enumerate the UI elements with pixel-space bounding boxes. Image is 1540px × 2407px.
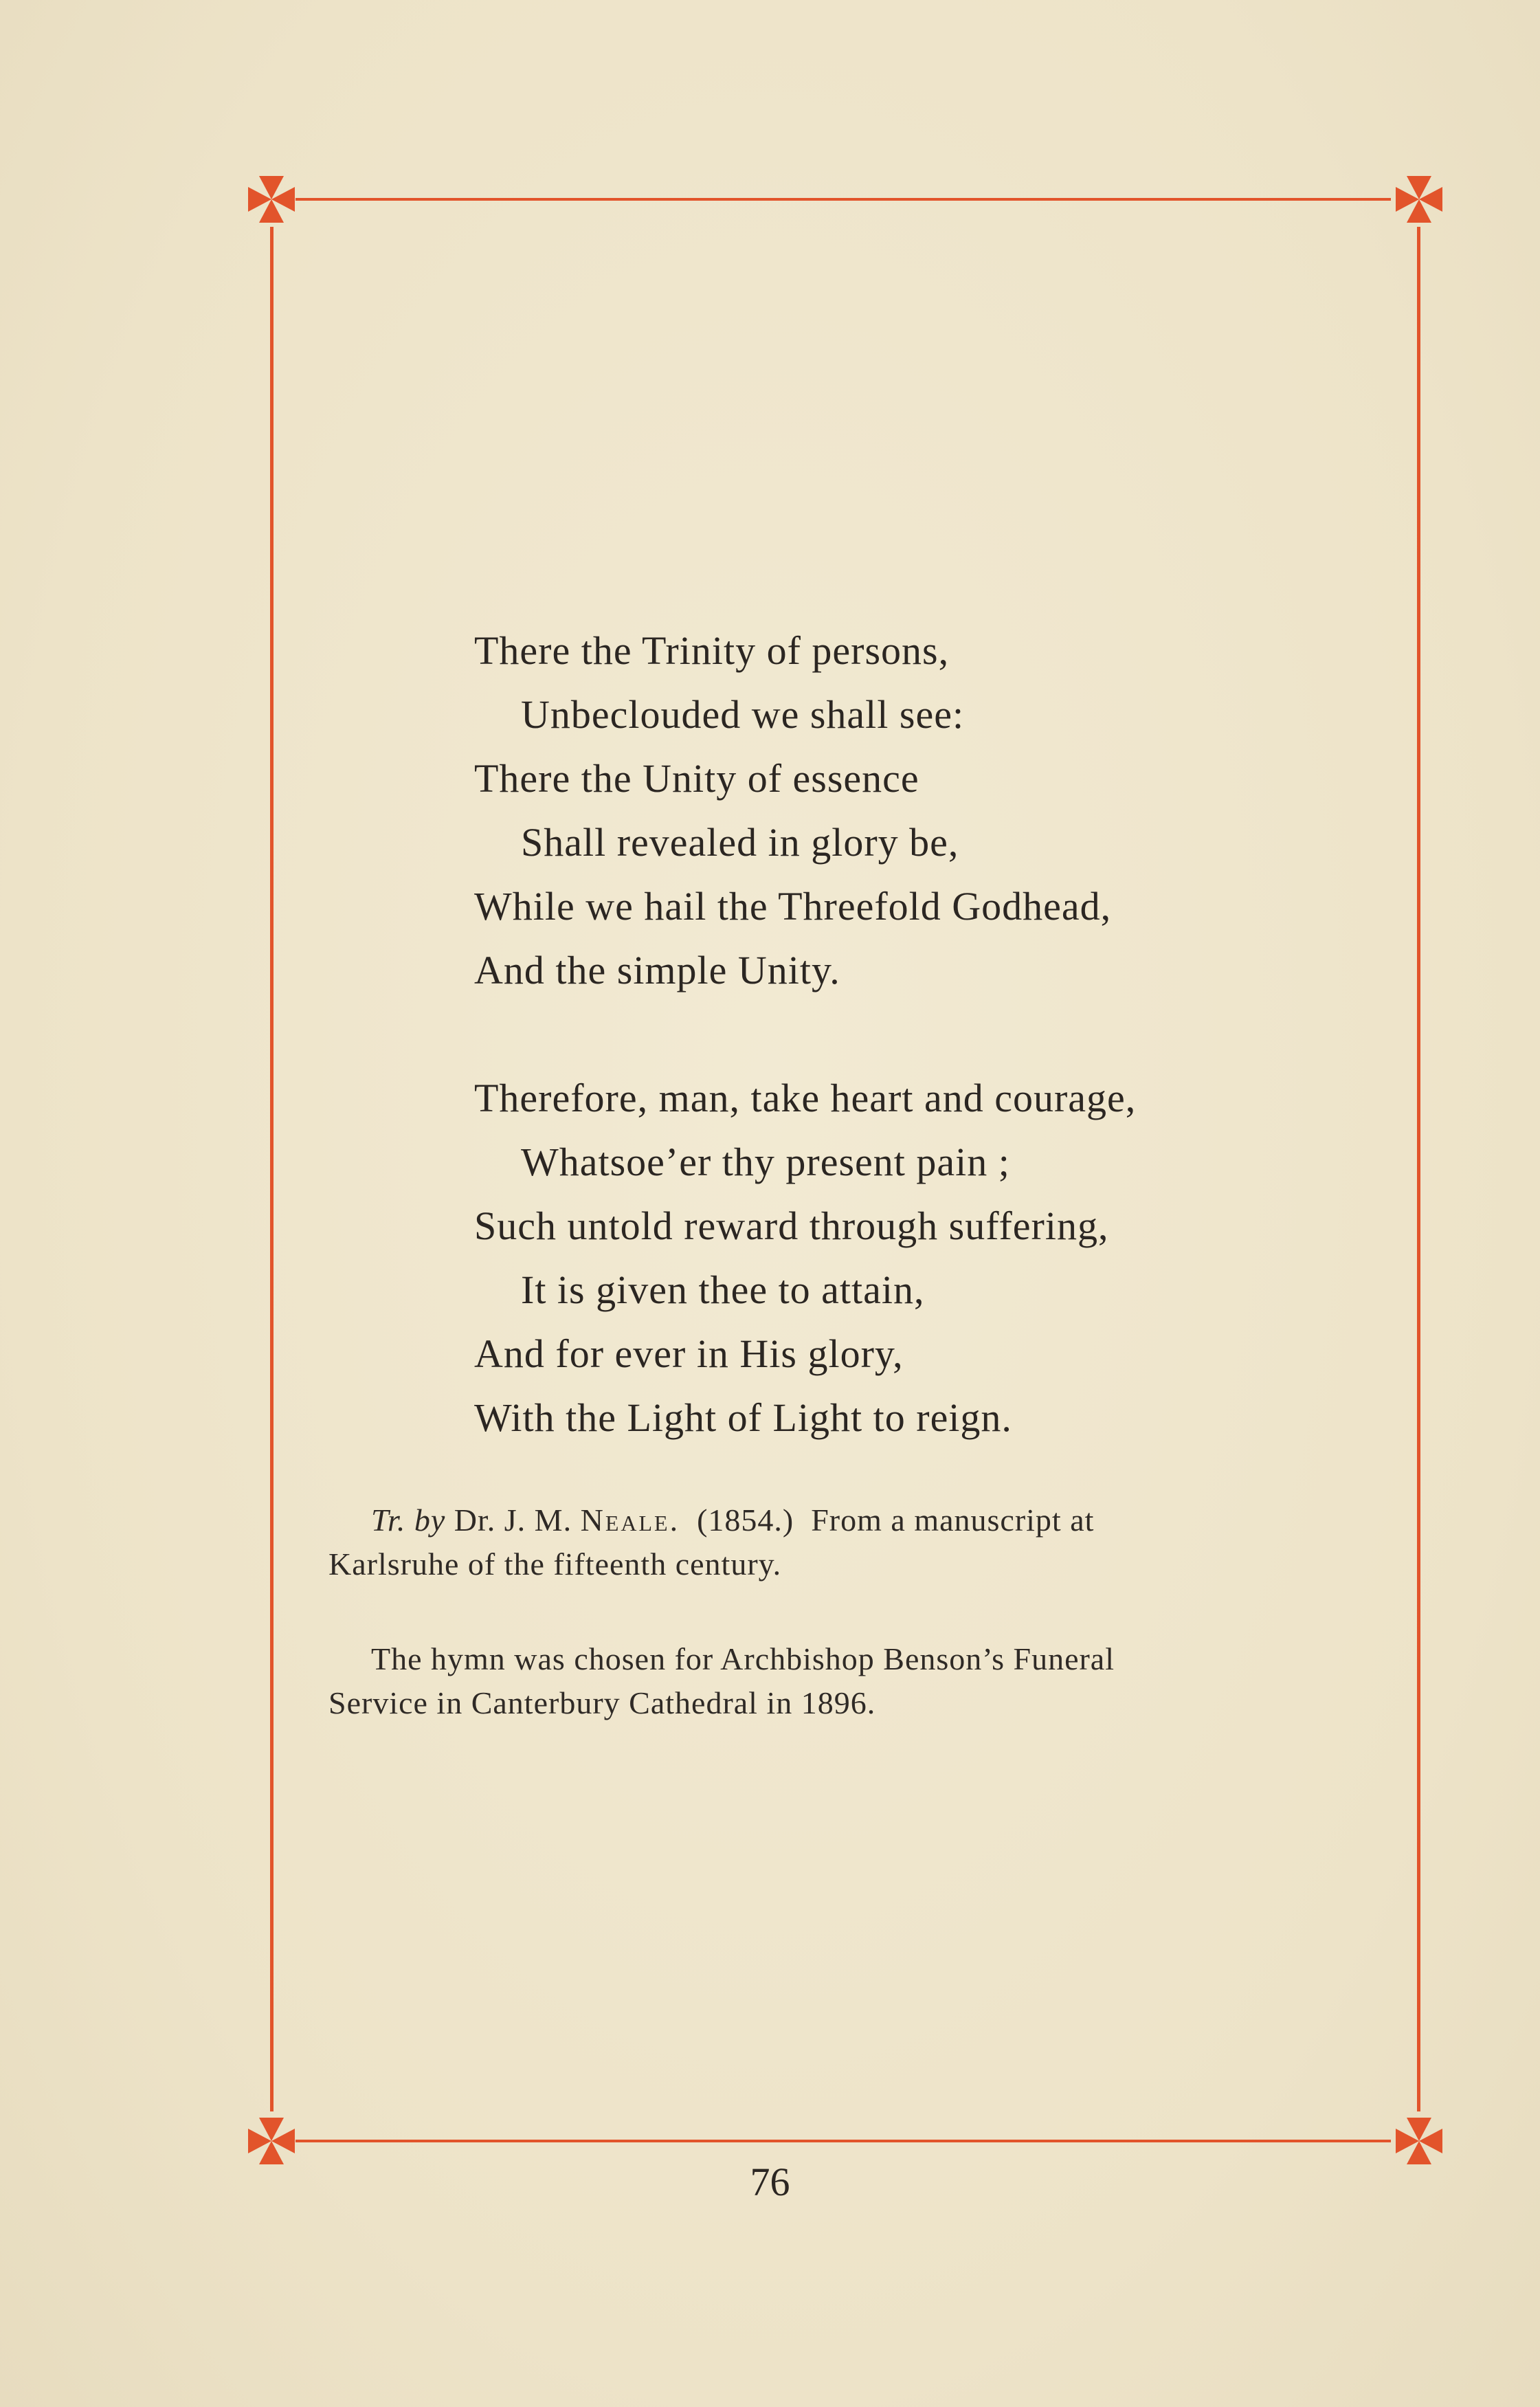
- poem-line: It is given thee to attain,: [521, 1267, 925, 1312]
- poem-line: Unbeclouded we shall see:: [521, 692, 965, 737]
- credit-translator-prefix: Dr. J. M.: [454, 1502, 572, 1538]
- poem-line: Such untold reward through suffering,: [474, 1204, 1109, 1248]
- poem-line: Whatsoe’er thy present pain ;: [521, 1140, 1010, 1184]
- maltese-cross-icon: [244, 172, 299, 227]
- translation-credit: [328, 1498, 1373, 1586]
- maltese-cross-icon: [1392, 172, 1447, 227]
- stanza-1: [474, 619, 1368, 1002]
- poem-line: And for ever in His glory,: [474, 1331, 904, 1376]
- hymn-note-line2: Service in Canterbury Cathedral in 1896.: [328, 1685, 876, 1720]
- credit-source-tail: From a manuscript at: [811, 1502, 1095, 1538]
- poem-line: And the simple Unity.: [474, 948, 840, 992]
- poem-line: Therefore, man, take heart and courage,: [474, 1076, 1137, 1120]
- frame-top-rule: [295, 198, 1391, 201]
- poem-line: While we hail the Threefold Godhead,: [474, 884, 1112, 929]
- poem-line: There the Trinity of persons,: [474, 628, 950, 673]
- credit-translator-surname: Neale.: [580, 1502, 680, 1538]
- credit-source-line2: Karlsruhe of the fifteenth century.: [328, 1546, 782, 1582]
- frame-left-rule: [270, 227, 274, 2111]
- poem-line: There the Unity of essence: [474, 756, 919, 801]
- stanza-2: [474, 1066, 1368, 1450]
- credit-tr: Tr.: [371, 1502, 406, 1538]
- poem: [474, 619, 1368, 1513]
- hymn-note: [328, 1637, 1373, 1725]
- frame-right-rule: [1417, 227, 1420, 2111]
- frame-bottom-rule: [295, 2140, 1391, 2142]
- credit-by: by: [414, 1502, 446, 1538]
- poem-line: Shall revealed in glory be,: [521, 820, 959, 865]
- poem-line: With the Light of Light to reign.: [474, 1395, 1012, 1440]
- page-number: 76: [750, 2160, 790, 2204]
- hymn-note-line1: The hymn was chosen for Archbishop Benson’s Funeral: [371, 1641, 1115, 1676]
- credit-year: (1854.): [697, 1502, 794, 1538]
